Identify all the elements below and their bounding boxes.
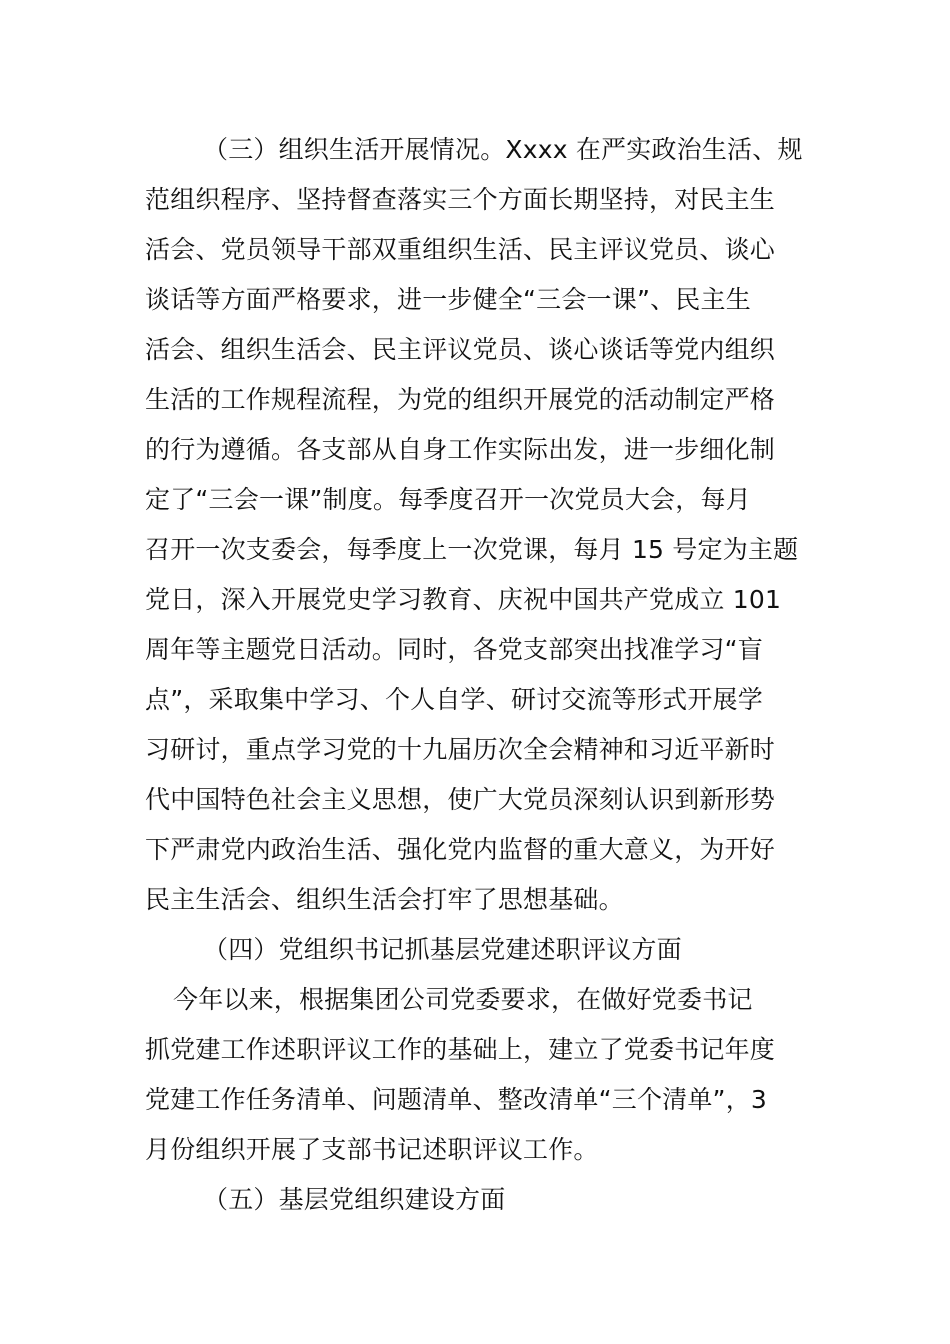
- paragraph-line: 月份组织开展了支部书记述职评议工作。: [145, 1135, 599, 1164]
- section-heading: （四）党组织书记抓基层党建述职评议方面: [203, 935, 682, 964]
- paragraph-line: 范组织程序、坚持督查落实三个方面长期坚持，对民主生: [145, 185, 776, 214]
- paragraph-line: 活会、党员领导干部双重组织生活、民主评议党员、谈心: [145, 235, 776, 264]
- paragraph-line: 今年以来，根据集团公司党委要求，在做好党委书记: [173, 985, 753, 1014]
- document-body: [145, 125, 805, 1225]
- paragraph-line: 民主生活会、组织生活会打牢了思想基础。: [145, 885, 624, 914]
- paragraph-line: 活会、组织生活会、民主评议党员、谈心谈话等党内组织: [145, 335, 776, 364]
- section-organizational-life: [145, 125, 805, 925]
- paragraph-line: 的行为遵循。各支部从自身工作实际出发，进一步细化制: [145, 435, 776, 464]
- section-secretary-review: [145, 925, 805, 1175]
- paragraph-line: 周年等主题党日活动。同时，各党支部突出找准学习“盲: [145, 635, 763, 664]
- paragraph-line: 点”，采取集中学习、个人自学、研讨交流等形式开展学: [145, 685, 763, 714]
- paragraph-line: 抓党建工作述职评议工作的基础上，建立了党委书记年度: [145, 1035, 776, 1064]
- paragraph-line: 党建工作任务清单、问题清单、整改清单“三个清单”，3: [145, 1085, 768, 1114]
- section-grassroots-building: [145, 1175, 805, 1225]
- paragraph-line: 谈话等方面严格要求，进一步健全“三会一课”、民主生: [145, 285, 751, 314]
- paragraph-line: 党日，深入开展党史学习教育、庆祝中国共产党成立 101: [145, 585, 782, 614]
- paragraph-line: 召开一次支委会，每季度上一次党课，每月 15 号定为主题: [145, 535, 799, 564]
- paragraph-line: （三）组织生活开展情况。Xxxx 在严实政治生活、规: [203, 135, 803, 164]
- paragraph-line: 下严肃党内政治生活、强化党内监督的重大意义，为开好: [145, 835, 776, 864]
- paragraph-line: 定了“三会一课”制度。每季度召开一次党员大会，每月: [145, 485, 751, 514]
- section-heading: （五）基层党组织建设方面: [203, 1185, 506, 1214]
- paragraph-line: 代中国特色社会主义思想，使广大党员深刻认识到新形势: [145, 785, 776, 814]
- paragraph-line: 生活的工作规程流程，为党的组织开展党的活动制定严格: [145, 385, 776, 414]
- paragraph-line: 习研讨，重点学习党的十九届历次全会精神和习近平新时: [145, 735, 776, 764]
